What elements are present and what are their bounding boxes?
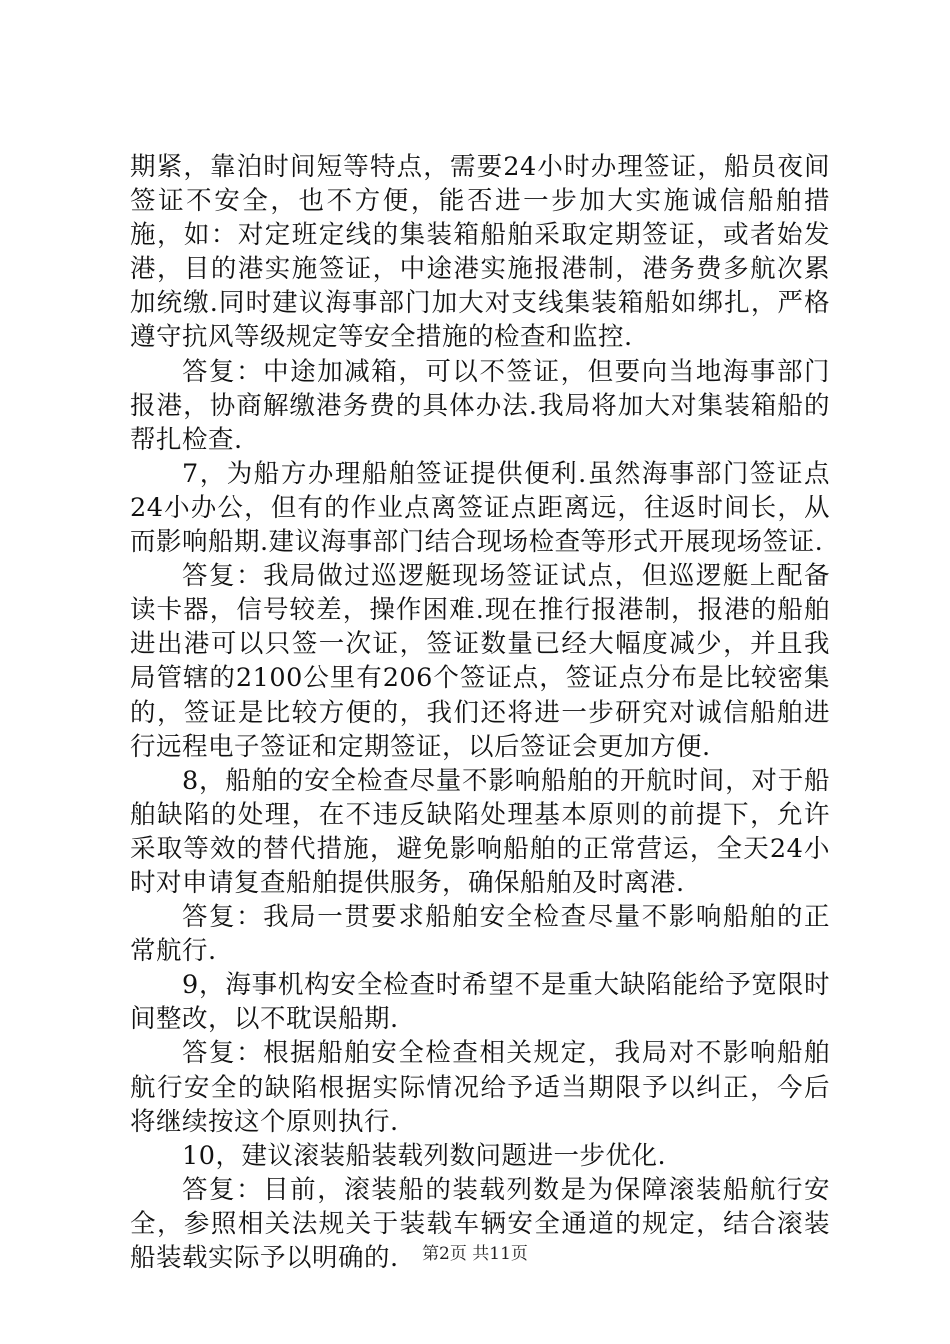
document-body (130, 150, 830, 1275)
paragraph-reply-6: 答复：中途加减箱，可以不签证，但要向当地海事部门报港，协商解缴港务费的具体办法.我局将加大对集装箱船的帮扎检查. (130, 356, 830, 455)
paragraph-reply-7: 答复：我局做过巡逻艇现场签证试点，但巡逻艇上配备读卡器，信号较差，操作困难.现在推行报港制，报港的船舶进出港可以只签一次证，签证数量已经大幅度减少，并且我局管辖的2100公里有206个签证点，签证点分布是比较密集的，签证是比较方便的，我们还将进一步研究对诚信船舶进行远程电子签证和定期签证，以后签证会更加方便. (130, 561, 830, 762)
paragraph-reply-10: 答复：目前，滚装船的装载列数是为保障滚装船航行安全，参照相关法规关于装载车辆安全通道的规定，结合滚装船装载实际予以明确的. (130, 1174, 830, 1273)
paragraph-continuation: 期紧，靠泊时间短等特点，需要24小时办理签证，船员夜间签证不安全，也不方便，能否进一步加大实施诚信船舶措施，如：对定班定线的集装箱船舶采取定期签证，或者始发港，目的港实施签证，中途港实施报港制，港务费多航次累加统缴.同时建议海事部门加大对支线集装箱船如绑扎，严格遵守抗风等级规定等安全措施的检查和监控. (130, 152, 830, 353)
paragraph-item-8: 8，船舶的安全检查尽量不影响船舶的开航时间，对于船舶缺陷的处理，在不违反缺陷处理基本原则的前提下，允许采取等效的替代措施，避免影响船舶的正常营运，全天24小时对申请复查船舶提供服务，确保船舶及时离港. (130, 765, 830, 898)
paragraph-reply-9: 答复：根据船舶安全检查相关规定，我局对不影响船舶航行安全的缺陷根据实际情况给予适当期限予以纠正，今后将继续按这个原则执行. (130, 1038, 830, 1137)
paragraph-item-7: 7，为船方办理船舶签证提供便利.虽然海事部门签证点24小办公，但有的作业点离签证点距离远，往返时间长，从而影响船期.建议海事部门结合现场检查等形式开展现场签证. (130, 458, 830, 558)
paragraph-item-9: 9，海事机构安全检查时希望不是重大缺陷能给予宽限时间整改，以不耽误船期. (130, 970, 830, 1035)
paragraph-item-10: 10，建议滚装船装载列数问题进一步优化. (182, 1140, 667, 1171)
paragraph-reply-8: 答复：我局一贯要求船舶安全检查尽量不影响船舶的正常航行. (130, 902, 830, 967)
page-number-footer: 第2页 共11页 (422, 1244, 528, 1264)
